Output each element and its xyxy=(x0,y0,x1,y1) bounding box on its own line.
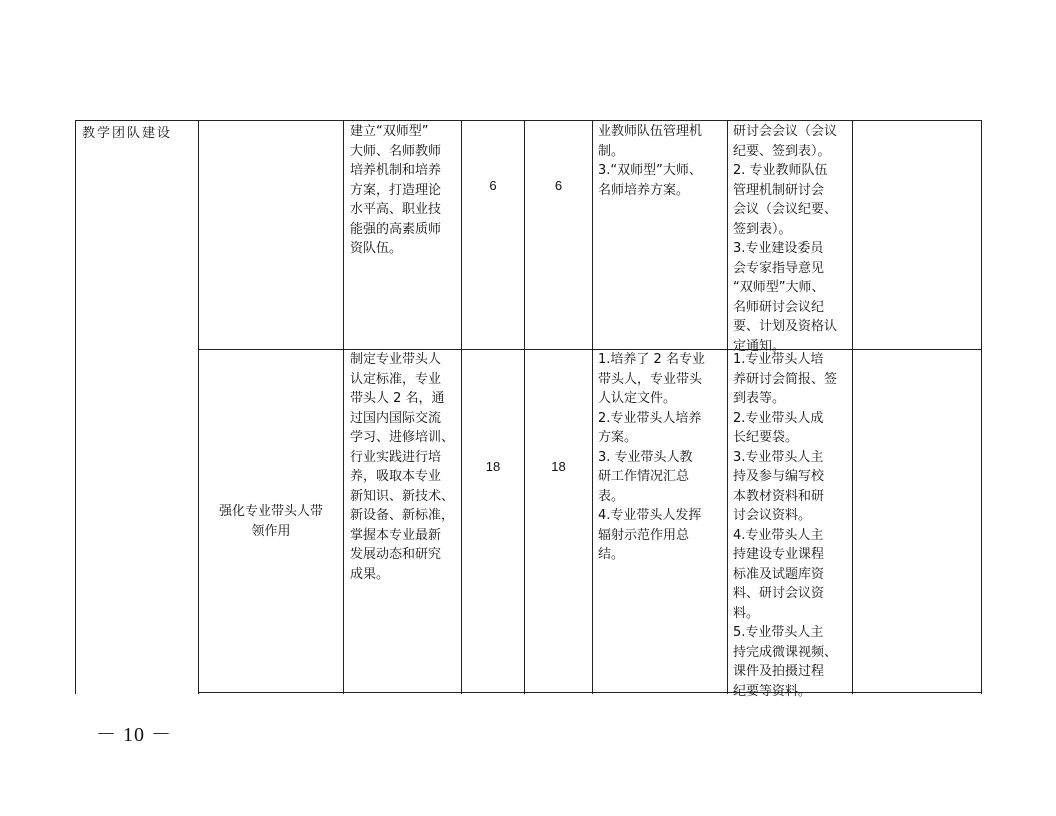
results-cell: 业教师队伍管理机 制。 3.“双师型”大师、 名师培养方案。 xyxy=(598,124,703,198)
results-cell: 1.培养了 2 名专业 带头人，专业带头 人认定文件。 2.专业带头人培养 方案。 3. 专业带头人教 研工作情况汇总 表。 4.专业带头人发挥 辐射示范作用总 结。 xyxy=(598,352,705,562)
grid-line-left xyxy=(75,120,76,694)
grid-line-col6 xyxy=(727,120,728,694)
actual-cell: 6 xyxy=(554,178,563,193)
grid-line-col5 xyxy=(592,120,593,694)
evidence-cell: 研讨会会议（会议 纪要、签到表）。 2. 专业教师队伍 管理机制研讨会 会议（会议纪要、 签到表）。 3.专业建设委员 会专家指导意见 “双师型”大师、 名师研讨会议纪 要、计划及资格认 定通知。 xyxy=(733,124,838,354)
grid-line-col3 xyxy=(461,120,462,694)
evidence-cell: 1.专业带头人培 养研讨会简报、签 到表等。 2.专业带头人成 长纪要袋。 3.专业带头人主 持及参与编写校 本教材资料和研 讨会议资料。 4.专业带头人主 持建设专业课程 标准及试题库资 料、研讨会议资 料。 5.专业带头人主 持完成微课视频、 课件及拍摄过程 纪要等资料。 xyxy=(733,352,838,699)
category-cell: 教学团队建设 xyxy=(82,126,173,141)
grid-line-right xyxy=(981,120,982,694)
page-number: － 10 － xyxy=(96,724,172,746)
grid-line-col7 xyxy=(852,120,853,694)
content-cell: 制定专业带头人 认定标准，专业 带头人 2 名，通 过国内国际交流 学习、进修培训、 行业实践进行培 养，吸取本专业 新知识、新技术、 新设备、新标准， 掌握本专业最新 发展动态和研究 成果。 xyxy=(350,352,455,582)
planned-cell: 18 xyxy=(485,459,501,474)
grid-line-bottom xyxy=(198,692,982,693)
grid-line-col2 xyxy=(343,120,344,694)
grid-line-top xyxy=(75,120,982,121)
grid-line-row-divider xyxy=(198,349,982,350)
grid-line-col1 xyxy=(198,120,199,694)
planned-cell: 6 xyxy=(489,178,497,193)
content-cell: 建立“双师型” 大师、名师教师 培养机制和培养 方案，打造理论 水平高、职业技 能强的高素质师 资队伍。 xyxy=(350,124,442,256)
grid-line-col4 xyxy=(524,120,525,694)
task-cell: 强化专业带头人带 领作用 xyxy=(218,504,323,539)
actual-cell: 18 xyxy=(551,459,566,474)
